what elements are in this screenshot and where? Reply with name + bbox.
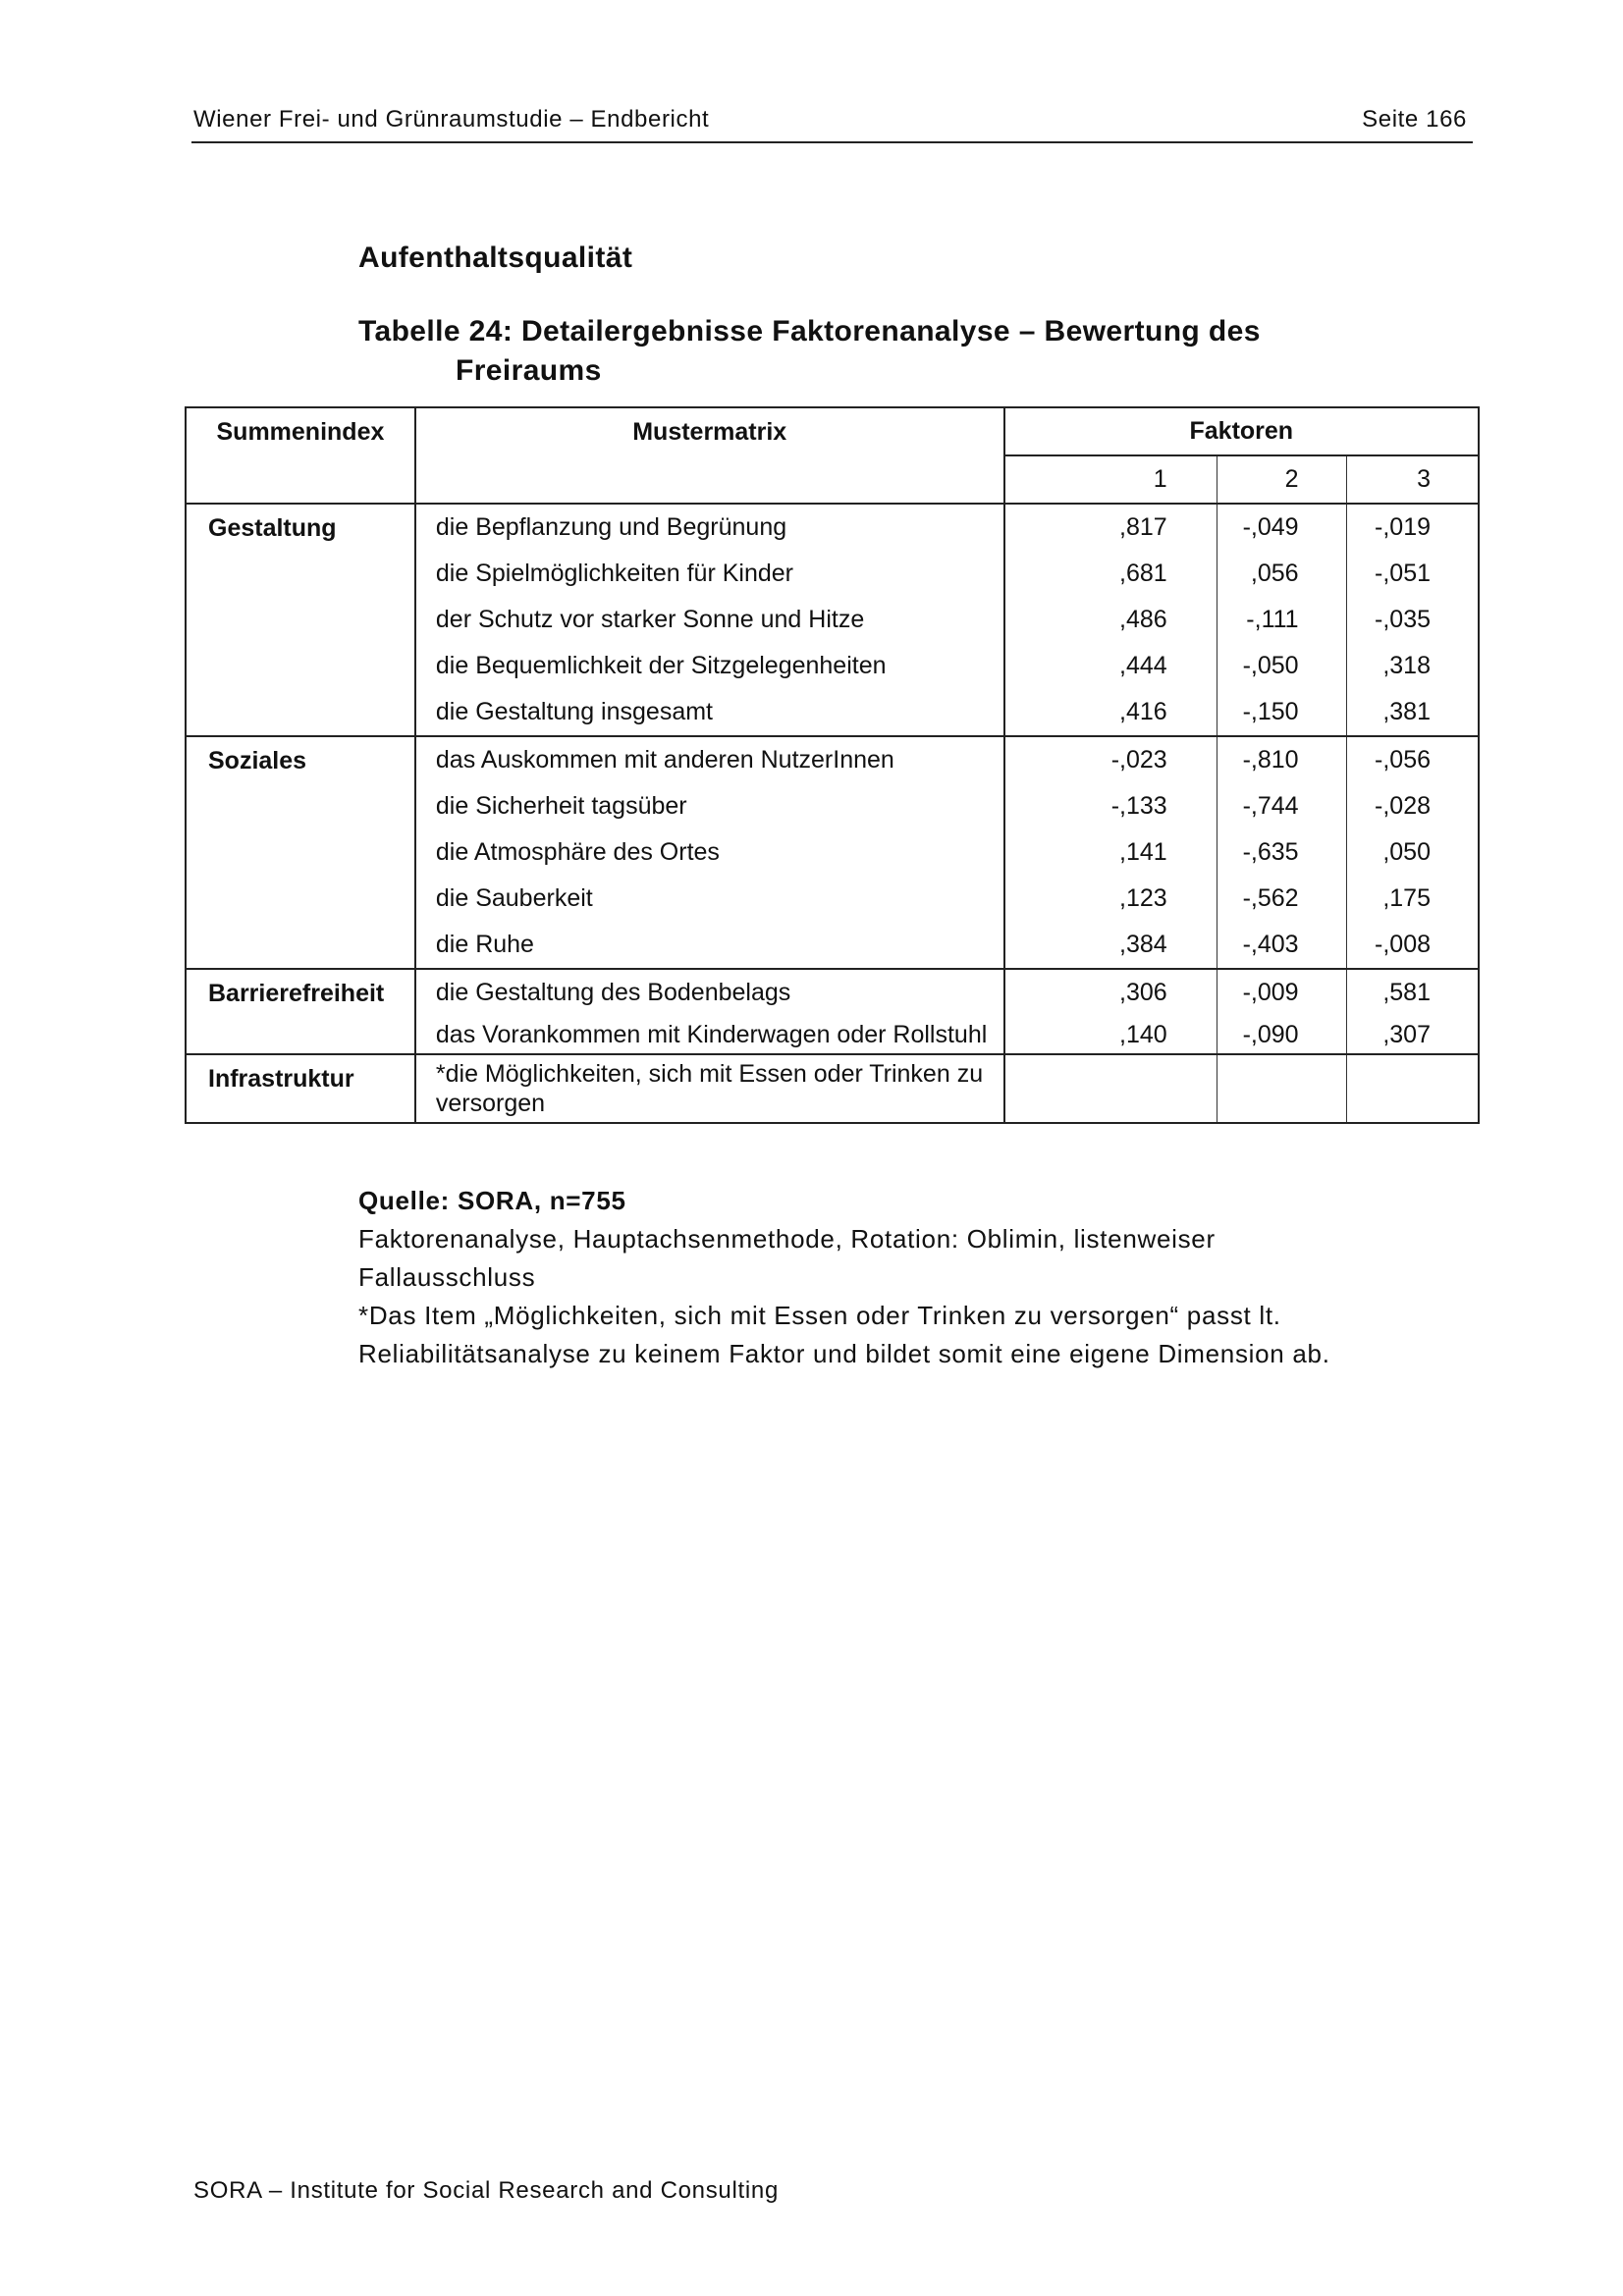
factor-1-value: ,444	[1004, 643, 1217, 689]
summenindex-cell: Infrastruktur	[186, 1054, 415, 1123]
section-title: Aufenthaltsqualität	[358, 241, 633, 274]
factor-1-value: ,140	[1004, 1016, 1217, 1054]
factor-1-value: -,023	[1004, 736, 1217, 783]
factor-2-value: -,111	[1217, 597, 1346, 643]
source-line: Reliabilitätsanalyse zu keinem Faktor und bildet somit eine eigene Dimension ab.	[358, 1339, 1330, 1368]
header-factor-2: 2	[1217, 455, 1346, 504]
factor-2-value: -,009	[1217, 969, 1346, 1016]
table-row	[186, 504, 1479, 551]
factor-3-value: -,056	[1346, 736, 1479, 783]
factor-3-value: -,019	[1346, 504, 1479, 551]
item-cell: der Schutz vor starker Sonne und Hitze	[415, 597, 1004, 643]
item-cell: die Atmosphäre des Ortes	[415, 829, 1004, 876]
item-cell: *die Möglichkeiten, sich mit Essen oder Trinken zu versorgen	[415, 1054, 1004, 1123]
table-source-notes	[358, 1182, 1330, 1373]
header-factor-1: 1	[1004, 455, 1217, 504]
factor-1-value	[1004, 1054, 1217, 1123]
item-cell: die Bequemlichkeit der Sitzgelegenheiten	[415, 643, 1004, 689]
factor-2-value: -,635	[1217, 829, 1346, 876]
factor-3-value: -,008	[1346, 922, 1479, 969]
item-cell: die Sicherheit tagsüber	[415, 783, 1004, 829]
table-row	[186, 1054, 1479, 1123]
factor-2-value: ,056	[1217, 551, 1346, 597]
factor-2-value: -,810	[1217, 736, 1346, 783]
factor-2-value: -,090	[1217, 1016, 1346, 1054]
page-footer: SORA – Institute for Social Research and Consulting	[193, 2177, 779, 2204]
source-line: *Das Item „Möglichkeiten, sich mit Essen oder Trinken zu versorgen“ passt lt.	[358, 1301, 1281, 1330]
table-row	[186, 736, 1479, 783]
page-number: Seite 166	[1362, 106, 1467, 133]
item-cell: die Gestaltung des Bodenbelags	[415, 969, 1004, 1016]
page-header	[191, 102, 1473, 143]
factor-3-value: ,318	[1346, 643, 1479, 689]
item-cell: die Sauberkeit	[415, 876, 1004, 922]
factor-3-value	[1346, 1054, 1479, 1123]
factor-2-value: -,150	[1217, 689, 1346, 736]
factor-1-value: ,306	[1004, 969, 1217, 1016]
factor-analysis-table	[185, 406, 1480, 1124]
factor-3-value: ,307	[1346, 1016, 1479, 1054]
factor-3-value: -,028	[1346, 783, 1479, 829]
header-faktoren: Faktoren	[1004, 407, 1479, 455]
factor-3-value: ,050	[1346, 829, 1479, 876]
item-cell: die Gestaltung insgesamt	[415, 689, 1004, 736]
factor-1-value: ,416	[1004, 689, 1217, 736]
item-cell: die Bepflanzung und Begrünung	[415, 504, 1004, 551]
factor-1-value: ,817	[1004, 504, 1217, 551]
header-summenindex: Summenindex	[186, 407, 415, 504]
factor-3-value: -,035	[1346, 597, 1479, 643]
table-caption	[358, 312, 1261, 391]
factor-1-value: ,681	[1004, 551, 1217, 597]
factor-2-value: -,050	[1217, 643, 1346, 689]
table-body	[186, 504, 1479, 1123]
factor-1-value: ,141	[1004, 829, 1217, 876]
summenindex-cell: Gestaltung	[186, 504, 415, 736]
factor-2-value: -,744	[1217, 783, 1346, 829]
source-title: Quelle: SORA, n=755	[358, 1186, 626, 1215]
factor-2-value: -,403	[1217, 922, 1346, 969]
factor-3-value: ,175	[1346, 876, 1479, 922]
header-mustermatrix: Mustermatrix	[415, 407, 1004, 504]
factor-1-value: ,486	[1004, 597, 1217, 643]
table-caption-line1: Tabelle 24: Detailergebnisse Faktorenanalyse – Bewertung des	[358, 315, 1261, 347]
header-factor-3: 3	[1346, 455, 1479, 504]
item-cell: das Vorankommen mit Kinderwagen oder Rollstuhl	[415, 1016, 1004, 1054]
factor-1-value: -,133	[1004, 783, 1217, 829]
factor-1-value: ,384	[1004, 922, 1217, 969]
summenindex-cell: Soziales	[186, 736, 415, 969]
item-cell: das Auskommen mit anderen NutzerInnen	[415, 736, 1004, 783]
factor-3-value: ,381	[1346, 689, 1479, 736]
item-cell: die Spielmöglichkeiten für Kinder	[415, 551, 1004, 597]
source-line: Faktorenanalyse, Hauptachsenmethode, Rotation: Oblimin, listenweiser	[358, 1224, 1216, 1254]
factor-3-value: ,581	[1346, 969, 1479, 1016]
source-line: Fallausschluss	[358, 1262, 536, 1292]
factor-3-value: -,051	[1346, 551, 1479, 597]
factor-2-value	[1217, 1054, 1346, 1123]
table-caption-line2: Freiraums	[456, 354, 602, 387]
summenindex-cell: Barrierefreiheit	[186, 969, 415, 1054]
factor-1-value: ,123	[1004, 876, 1217, 922]
header-title: Wiener Frei- und Grünraumstudie – Endbericht	[193, 106, 710, 133]
item-cell: die Ruhe	[415, 922, 1004, 969]
factor-2-value: -,049	[1217, 504, 1346, 551]
factor-2-value: -,562	[1217, 876, 1346, 922]
table-row	[186, 969, 1479, 1016]
